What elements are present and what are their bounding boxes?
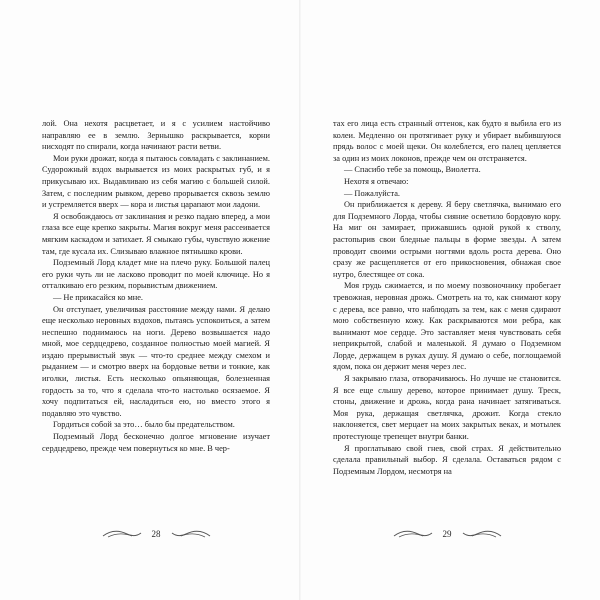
- paragraph: Он приближается к дереву. Я беру светлячка, вынимаю его для Подземного Лорда, чтобы сияние осветило бордовую кору. На миг он замирает, прижавшись одной рукой к стволу, растопырив свои бледные пальцы в форме звезды. А затем проводит своими острыми ногтями вдоль роста дерева. Оно сразу же расщепляется от его прикосновения, обнажая свое нутро, блестящее от сока.: [333, 200, 561, 279]
- paragraph: Гордиться собой за это… было бы предательством.: [53, 420, 235, 430]
- paragraph: Подземный Лорд бесконечно долгое мгновение изучает сердцедрево, прежде чем повернуться ко мне. В чер-: [42, 432, 270, 453]
- page-number: 29: [442, 529, 452, 539]
- paragraph: Он отступает, увеличивая расстояние между нами. Я делаю еще несколько неровных вздохов, пытаясь успокоиться, а затем неспешно поднимаюсь на ноги. Дерево возвышается надо мной, мое сердцедрево, созданное полностью моей магией. Я издаю прерывистый звук — что-то среднее между смехом и рыданием — и смотрю вверх на бордовые ветви и тонкие, как иголки, листья. Есть несколько опьяняющая, болезненная гордость за то, что я сделала что-то настолько осязаемое. Я хочу подпитаться ей, насладиться ею, но вместо этого я подавляю это чувство.: [42, 304, 270, 418]
- paragraph: Моя грудь сжимается, и по моему позвоночнику пробегает тревожная, неровная дрожь. Смотреть на то, как снимают кору с дерева, все равно, что наблюдать за тем, как с меня сдирают мою собственную кожу. Как раскрываются мои ребра, как вынимают мое сердце. Это заставляет меня чувствовать себя неприкрытой, слабой и маленькой. Я думаю о Подземном Лорде, держащем в руках душу. Я думаю о себе, поглощаемой ядом, пока он держит меня через лес.: [333, 281, 561, 372]
- swash-ornament-left-icon: [102, 529, 142, 539]
- paragraph: Нехотя я отвечаю:: [344, 176, 409, 186]
- paragraph: Мои руки дрожат, когда я пытаюсь совладать с заклинанием. Судорожный вздох вырывается из моих раскрытых губ, и я прикусываю их. Выдавливаю из себя магию с большей силой. Затем, с последним рывком, дерево прорывается сквозь землю и устремляется вверх — кора и листья царапают мои ладони.: [42, 153, 270, 210]
- paragraph: Я закрываю глаза, отворачиваюсь. Но лучше не становится. Я все еще слышу дерево, которое принимает душу. Треск, стоны, движение и дрожь, когда рана начинает затягиваться. Моя рука, держащая светлячка, дрожит. Когда стекло наклоняется, свет мерцает на моих закрытых веках, и мотылек протестующе трепещет внутри банки.: [333, 374, 561, 442]
- paragraph: Я освобождаюсь от заклинания и резко падаю вперед, а мои глаза все еще крепко закрыты. Магия вокруг меня рассеивается мягким каскадом и затихает. Я смыкаю губы, чувствую жжение там, где кусала их. Слизываю влажное пятнышко крови.: [42, 211, 270, 256]
- page-number: 28: [151, 529, 161, 539]
- book-gutter: [299, 0, 301, 600]
- right-page-text: [333, 118, 561, 477]
- paragraph: — Не прикасайся ко мне.: [53, 292, 144, 302]
- paragraph: — Пожалуйста.: [344, 188, 401, 198]
- swash-ornament-left-icon: [393, 529, 433, 539]
- paragraph: тах его лица есть странный оттенок, как будто я выбила его из колеи. Медленно он протягивает руку и убирает выбившуюся прядь волос с моей щеки. Он колеблется, его палец цепляется за один из моих локонов, прежде чем он отстраняется.: [333, 119, 561, 163]
- right-page-folio: [367, 527, 527, 541]
- left-page-text: [42, 118, 270, 454]
- paragraph: Подземный Лорд кладет мне на плечо руку. Большой палец его руки чуть ли не ласково проводит по моей ключице. Но я отталкиваю его резким, порывистым движением.: [42, 258, 270, 291]
- swash-ornament-right-icon: [171, 529, 211, 539]
- left-page-folio: [76, 527, 236, 541]
- paragraph: лой. Она нехотя расцветает, и я с усилием настойчиво направляю ее в землю. Зернышко раскрывается, корни нисходят по спирали, когда начинают расти ветви.: [42, 119, 270, 152]
- paragraph: — Спасибо тебе за помощь, Виолетта.: [344, 165, 481, 175]
- paragraph: Я проглатываю свой гнев, свой страх. Я действительно сделала правильный выбор. Я сделала. Оставаться рядом с Подземным Лордом, несмотря на: [333, 443, 561, 476]
- swash-ornament-right-icon: [462, 529, 502, 539]
